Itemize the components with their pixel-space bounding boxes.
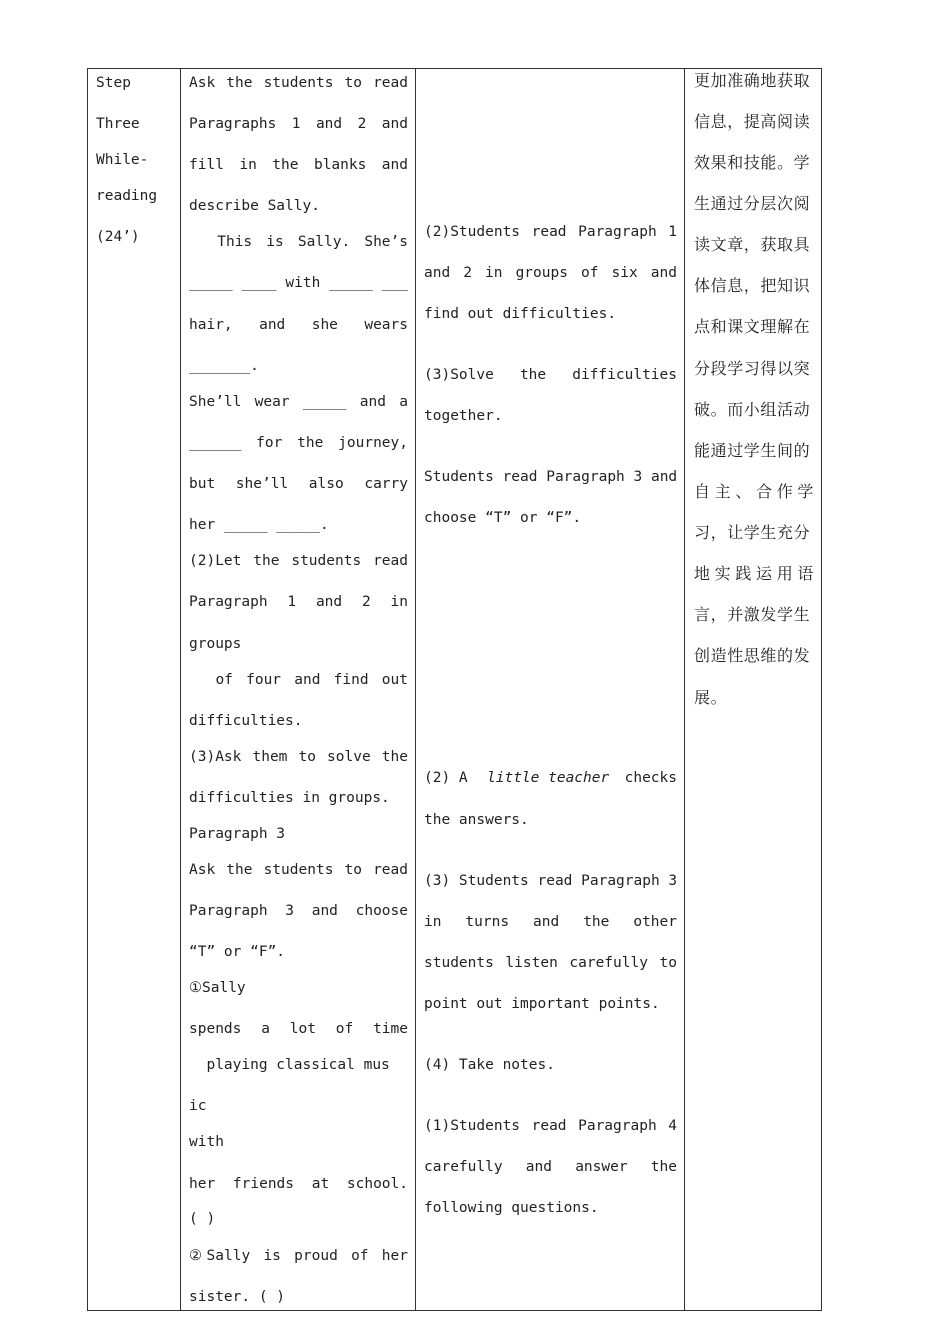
teacher-line: Paragraph 3 and choose	[189, 903, 408, 919]
teacher-line: ______ for the journey,	[189, 435, 408, 451]
teacher-line: ( )	[189, 1211, 216, 1227]
teacher-line: spends a lot of time	[189, 1021, 408, 1037]
student-line: find out difficulties.	[424, 306, 617, 322]
teacher-line: describe Sally.	[189, 198, 320, 214]
purpose-line: 创造性思维的发	[694, 646, 811, 665]
student-line: point out important points.	[424, 996, 660, 1012]
teacher-line: difficulties in groups.	[189, 790, 390, 806]
student-activity-cell	[416, 69, 685, 1311]
teacher-line: her _____ _____.	[189, 517, 329, 533]
student-line: and 2 in groups of six and	[424, 265, 677, 281]
student-line: checks	[624, 770, 677, 786]
student-line: together.	[424, 408, 503, 424]
student-line-italic: little teacher	[487, 770, 610, 786]
teacher-line: hair, and she wears	[189, 317, 408, 333]
teacher-line: Paragraph 3	[189, 826, 286, 842]
teacher-line: Ask the students to read	[189, 75, 408, 91]
purpose-line: 体信息，把知识	[694, 276, 811, 295]
teacher-line: but she’ll also carry	[189, 476, 408, 492]
student-line: in turns and the other	[424, 914, 677, 930]
step-line: Three	[96, 116, 140, 132]
teacher-line: groups	[189, 636, 242, 652]
teacher-line: (2)Let the students read	[189, 553, 408, 569]
teacher-line: with	[189, 1134, 224, 1150]
purpose-line: 展。	[694, 688, 728, 707]
step-line: While-	[96, 152, 149, 168]
step-cell	[88, 69, 181, 1311]
teacher-line: “T” or “F”.	[189, 944, 286, 960]
student-line: following questions.	[424, 1200, 599, 1216]
teacher-line: ②Sally is proud of her	[189, 1248, 408, 1264]
student-line: (2)Students read Paragraph 1	[424, 224, 677, 240]
teacher-line: sister. ( )	[189, 1289, 286, 1305]
teacher-line: difficulties.	[189, 713, 303, 729]
purpose-line: 点和课文理解在	[694, 317, 811, 336]
step-line: reading	[96, 188, 158, 204]
purpose-line: 习，让学生充分	[694, 523, 811, 542]
teacher-line: fill in the blanks and	[189, 157, 408, 173]
teacher-line: Paragraphs 1 and 2 and	[189, 116, 408, 132]
teacher-line: This is Sally. She’s	[189, 234, 408, 250]
step-line: (24’)	[96, 229, 140, 245]
teacher-activity-cell	[181, 69, 416, 1311]
purpose-line: 读文章，获取具	[694, 235, 811, 254]
student-line: students listen carefully to	[424, 955, 677, 971]
teacher-line: _______.	[189, 358, 259, 374]
purpose-line: 分段学习得以突	[694, 359, 811, 378]
teacher-line: Ask the students to read	[189, 862, 408, 878]
purpose-line: 地实践运用语	[694, 564, 814, 583]
teacher-line: ic	[189, 1098, 207, 1114]
student-line: carefully and answer the	[424, 1159, 677, 1175]
student-line: the answers.	[424, 812, 529, 828]
teacher-line: of four and find out	[189, 672, 408, 688]
student-line: Students read Paragraph 3 and	[424, 469, 678, 485]
teacher-line: playing classical mus	[189, 1057, 390, 1073]
teacher-line: (3)Ask them to solve the	[189, 749, 408, 765]
student-line: choose “T” or “F”.	[424, 510, 582, 526]
student-line: (3)Solve the difficulties	[424, 367, 677, 383]
lesson-plan-table	[87, 68, 822, 1311]
purpose-line: 自主、合作学	[694, 482, 814, 501]
purpose-line: 更加准确地获取	[694, 71, 811, 90]
purpose-line: 效果和技能。学	[694, 153, 811, 172]
teacher-line: her friends at school.	[189, 1176, 408, 1192]
purpose-line: 信息，提高阅读	[694, 112, 811, 131]
step-line: Step	[96, 75, 131, 91]
teacher-line: Paragraph 1 and 2 in	[189, 594, 408, 610]
student-line: (1)Students read Paragraph 4	[424, 1118, 677, 1134]
purpose-cell	[685, 69, 822, 1311]
student-line: (2) A	[424, 770, 468, 786]
teacher-line: She’ll wear _____ and a	[189, 394, 408, 410]
student-line: (3) Students read Paragraph 3	[424, 873, 678, 889]
purpose-line: 破。而小组活动	[694, 400, 811, 419]
purpose-line: 能通过学生间的	[694, 441, 811, 460]
purpose-line: 言，并激发学生	[694, 605, 811, 624]
purpose-line: 生通过分层次阅	[694, 194, 811, 213]
teacher-line: ①Sally	[189, 980, 246, 996]
teacher-line: _____ ____ with _____ ___	[189, 275, 408, 291]
table-row	[88, 69, 822, 1311]
student-line: (4) Take notes.	[424, 1057, 555, 1073]
